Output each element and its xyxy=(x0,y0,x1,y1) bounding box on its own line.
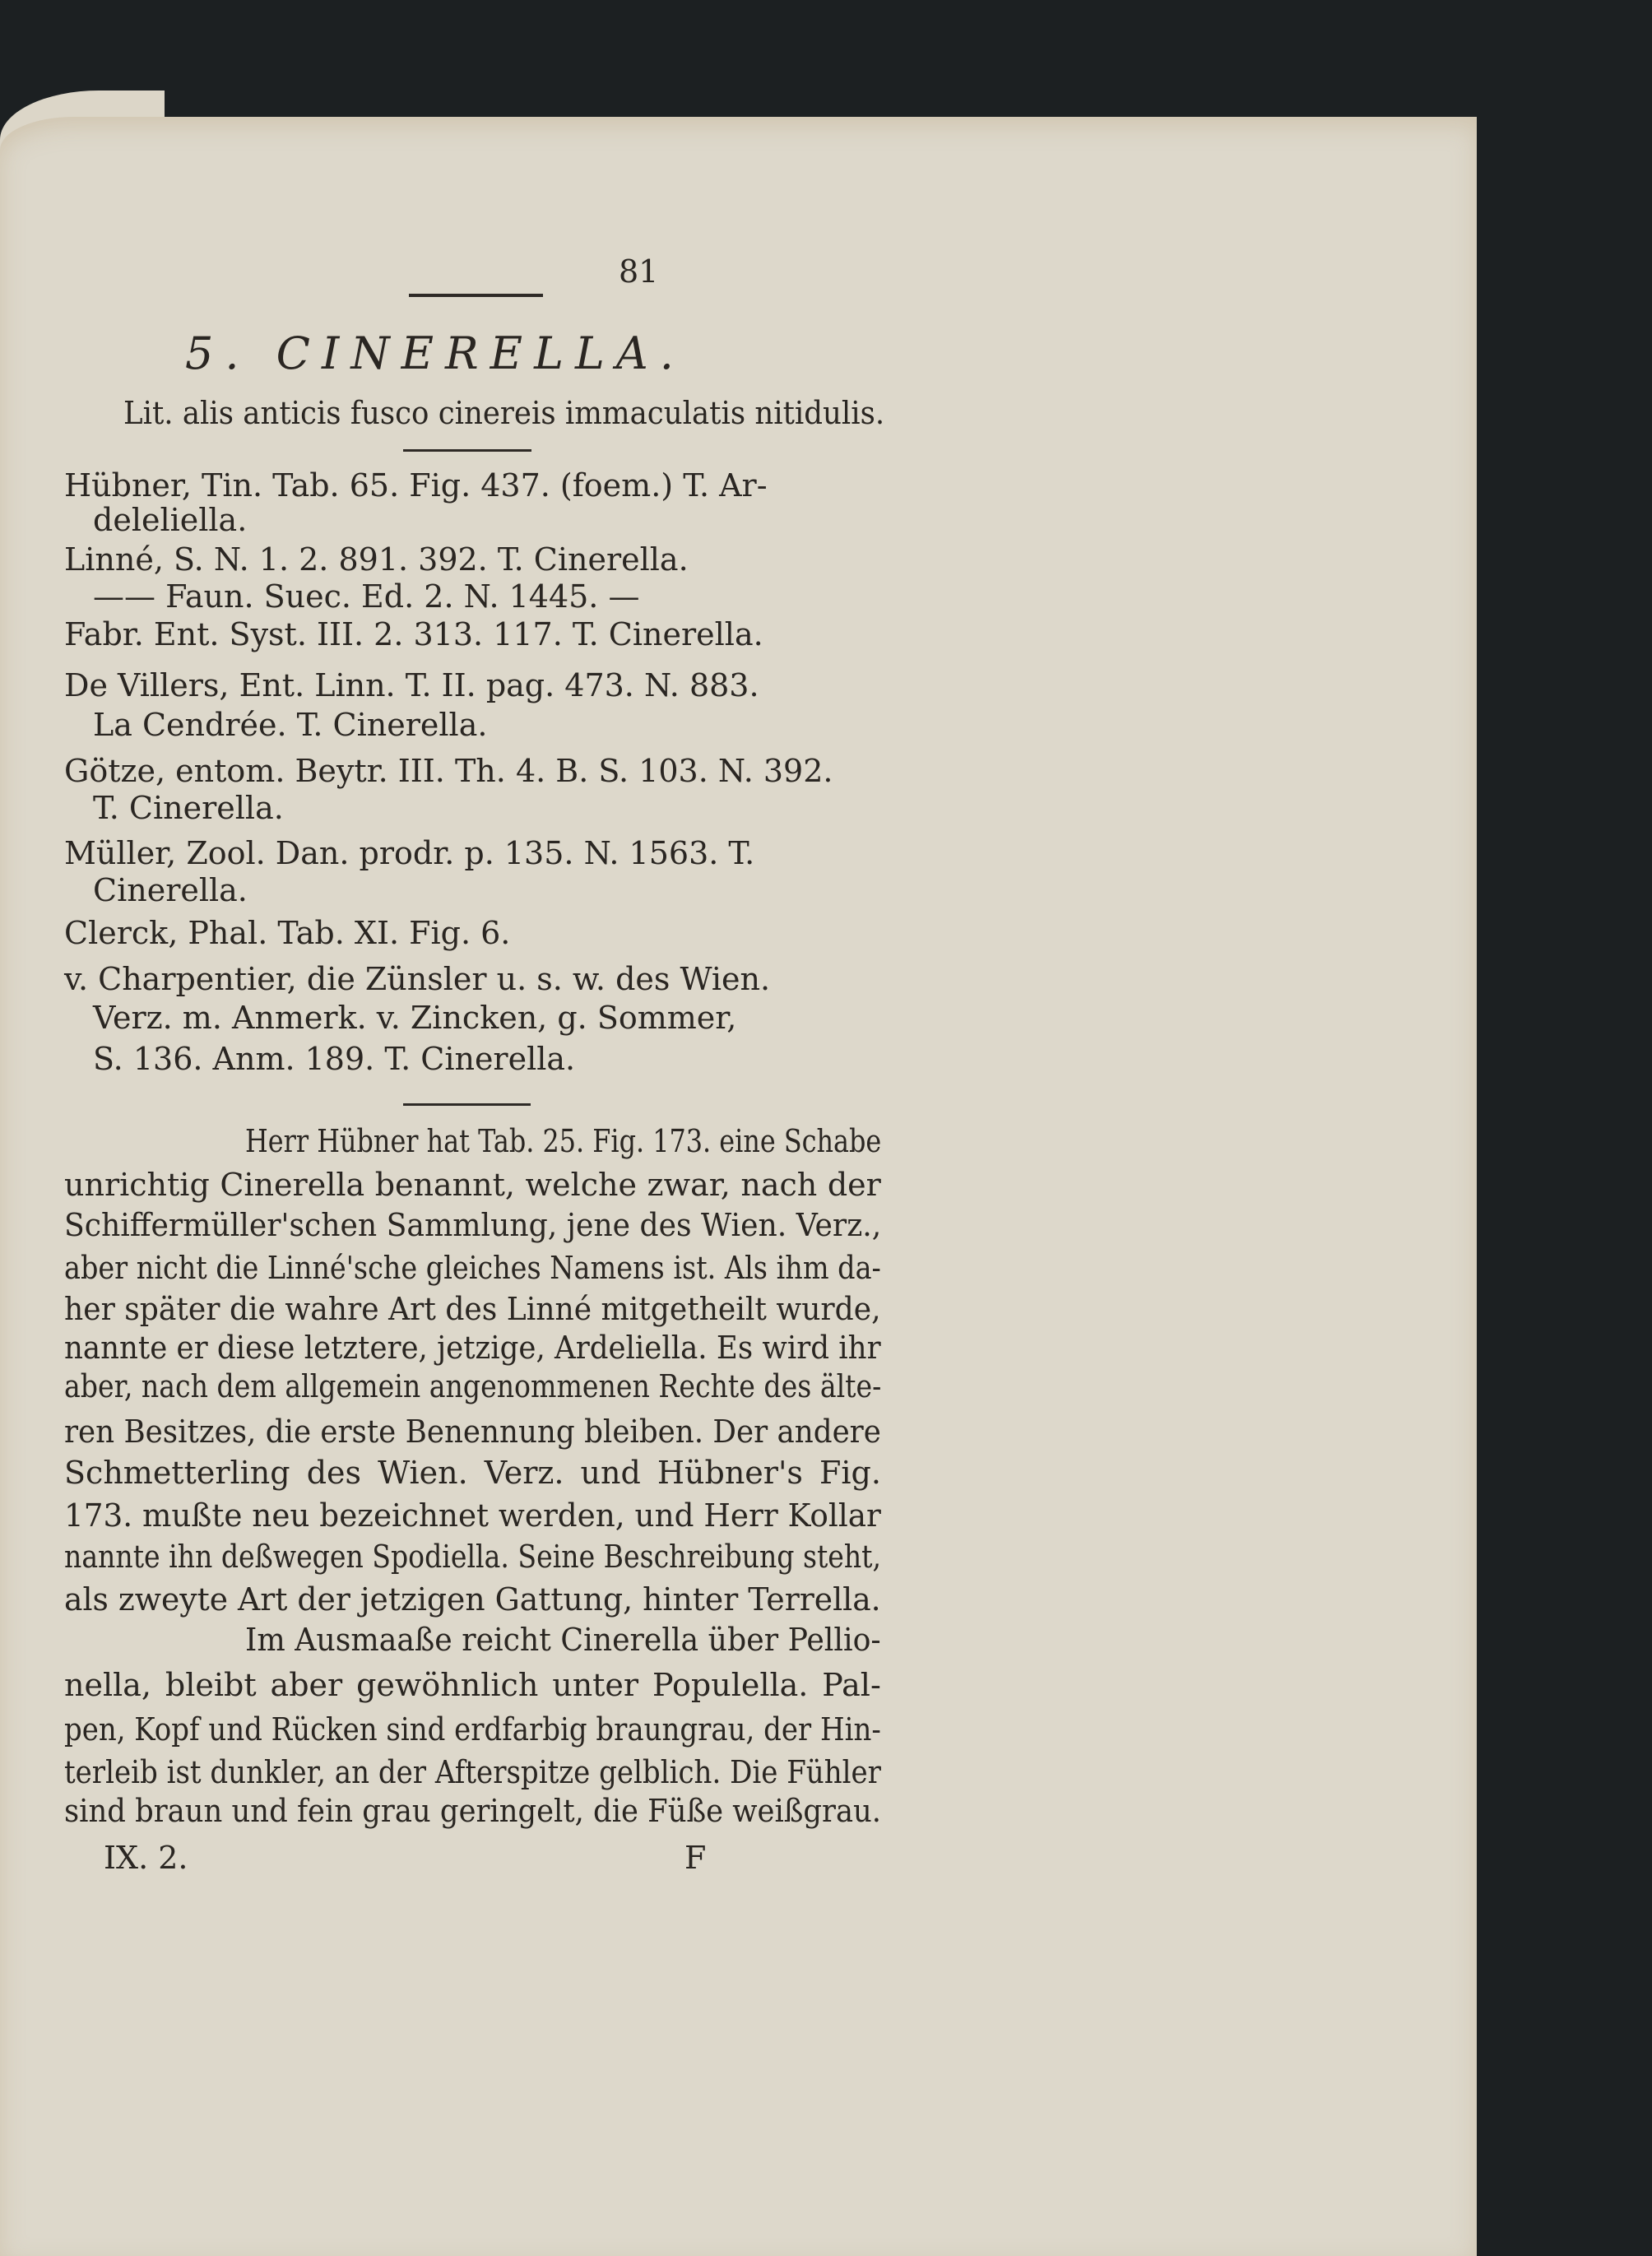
citation-line: —— Faun. Suec. Ed. 2. N. 1445. — xyxy=(93,578,640,615)
species-heading: 5. CINERELLA. xyxy=(185,327,685,379)
divider xyxy=(403,449,531,452)
citation-line: Müller, Zool. Dan. prodr. p. 135. N. 1563. T. xyxy=(64,835,755,871)
body-line: nannte er diese letztere, jetzige, Ardeliella. Es wird ihr xyxy=(64,1330,881,1366)
citation-line: Götze, entom. Beytr. III. Th. 4. B. S. 103. N. 392. xyxy=(64,753,833,789)
body-line: unrichtig Cinerella benannt, welche zwar, nach der xyxy=(64,1167,881,1203)
divider xyxy=(403,1103,531,1106)
body-line: nella, bleibt aber gewöhnlich unter Populella. Pal- xyxy=(64,1667,881,1703)
citation-line: Cinerella. xyxy=(93,872,248,908)
body-line: Im Ausmaaße reicht Cinerella über Pellio- xyxy=(245,1622,881,1658)
signature-mark: IX. 2. xyxy=(104,1840,188,1876)
citation-line: T. Cinerella. xyxy=(93,790,284,826)
citation-line: La Cendrée. T. Cinerella. xyxy=(93,707,488,743)
citation-line: Linné, S. N. 1. 2. 891. 392. T. Cinerella. xyxy=(64,541,689,578)
body-line: sind braun und fein grau geringelt, die Füße weißgrau. xyxy=(64,1793,882,1829)
body-line: nannte ihn deßwegen Spodiella. Seine Beschreibung steht, xyxy=(64,1539,882,1575)
citation-line: Hübner, Tin. Tab. 65. Fig. 437. (foem.) T. Ar- xyxy=(64,467,768,504)
citation-line: v. Charpentier, die Zünsler u. s. w. des Wien. xyxy=(64,961,771,997)
body-line: aber, nach dem allgemein angenommenen Rechte des älte- xyxy=(64,1368,882,1404)
divider xyxy=(409,294,543,297)
body-line: ren Besitzes, die erste Benennung bleiben. Der andere xyxy=(64,1413,881,1450)
body-line: pen, Kopf und Rücken sind erdfarbig braungrau, der Hin- xyxy=(64,1711,881,1748)
citation-line: De Villers, Ent. Linn. T. II. pag. 473. N. 883. xyxy=(64,667,759,703)
body-line: her später die wahre Art des Linné mitgetheilt wurde, xyxy=(64,1291,881,1327)
page-number: 81 xyxy=(619,253,659,290)
body-line: Schmetterling des Wien. Verz. und Hübner's Fig. xyxy=(64,1455,881,1491)
sheet-mark: F xyxy=(684,1840,707,1876)
diagnosis: Lit. alis anticis fusco cinereis immaculatis nitidulis. xyxy=(123,395,885,431)
body-line: als zweyte Art der jetzigen Gattung, hinter Terrella. xyxy=(64,1581,881,1618)
body-line: aber nicht die Linné'sche gleiches Namens ist. Als ihm da- xyxy=(64,1250,881,1286)
body-line: terleib ist dunkler, an der Afterspitze gelblich. Die Fühler xyxy=(64,1754,881,1790)
citation-line: Verz. m. Anmerk. v. Zincken, g. Sommer, xyxy=(93,1000,737,1036)
citation-line: Clerck, Phal. Tab. XI. Fig. 6. xyxy=(64,915,511,951)
citation-line: Fabr. Ent. Syst. III. 2. 313. 117. T. Cinerella. xyxy=(64,616,763,652)
body-line: Schiffermüller'schen Sammlung, jene des Wien. Verz., xyxy=(64,1207,882,1243)
citation-line: S. 136. Anm. 189. T. Cinerella. xyxy=(93,1041,576,1077)
citation-line: deleliella. xyxy=(93,502,248,538)
body-line: Herr Hübner hat Tab. 25. Fig. 173. eine Schabe xyxy=(245,1123,882,1159)
body-line: 173. mußte neu bezeichnet werden, und Herr Kollar xyxy=(64,1497,881,1534)
